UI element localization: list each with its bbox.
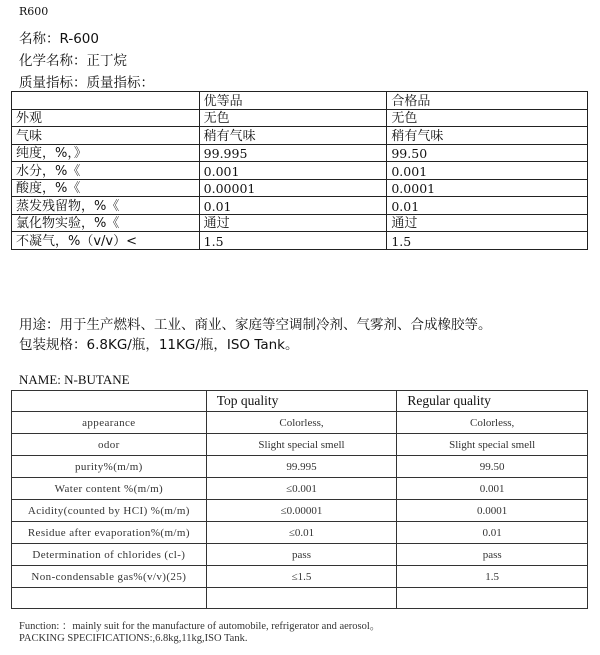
qualified-grade-cell: 通过 (387, 214, 588, 232)
row-label-cell: 酸度，%《 (12, 179, 200, 197)
top-grade-cell: 0.00001 (199, 179, 387, 197)
packing-line-cn: 包装规格：6.8KG/瓶，11KG/瓶，ISO Tank。 (19, 337, 299, 353)
regular-quality-cell: Slight special smell (397, 434, 588, 456)
top-grade-cell: 稍有气味 (199, 127, 387, 145)
top-grade-cell: 通过 (199, 214, 387, 232)
table-row (12, 232, 588, 250)
packing-line-en: PACKING SPECIFICATIONS:,6.8kg,11kg,ISO Tank. (19, 633, 248, 644)
top-grade-cell: 99.995 (199, 144, 387, 162)
header-cell-top-grade: 优等品 (199, 92, 387, 110)
name-line-en: NAME: N-BUTANE (19, 372, 130, 387)
table-row (12, 162, 588, 180)
row-label-cell: 不凝气，%（v/v）< (12, 232, 200, 250)
empty-cell (397, 588, 588, 609)
table-row (12, 500, 588, 522)
qualified-grade-cell: 1.5 (387, 232, 588, 250)
table-header-row (12, 391, 588, 412)
row-label-cell: odor (12, 434, 207, 456)
regular-quality-cell: Colorless, (397, 412, 588, 434)
table-row (12, 566, 588, 588)
row-label-cell: 外观 (12, 109, 200, 127)
row-label-cell: 纯度，%，》 (12, 144, 200, 162)
qualified-grade-cell: 无色 (387, 109, 588, 127)
top-quality-cell: ≤0.01 (206, 522, 397, 544)
row-label-cell: 气味 (12, 127, 200, 145)
top-quality-cell: pass (206, 544, 397, 566)
qualified-grade-cell: 0.01 (387, 197, 588, 215)
name-line-cn: 名称：R-600 (19, 31, 99, 47)
top-grade-cell: 0.01 (199, 197, 387, 215)
qualified-grade-cell: 稍有气味 (387, 127, 588, 145)
top-quality-cell: 99.995 (206, 456, 397, 478)
regular-quality-cell: 0.01 (397, 522, 588, 544)
table-row (12, 478, 588, 500)
table-row (12, 522, 588, 544)
top-grade-cell: 1.5 (199, 232, 387, 250)
top-quality-cell: ≤0.00001 (206, 500, 397, 522)
qualified-grade-cell: 99.50 (387, 144, 588, 162)
chemical-name-line-cn: 化学名称：正丁烷 (19, 53, 127, 69)
product-code: R600 (19, 5, 49, 18)
top-quality-cell: ≤0.001 (206, 478, 397, 500)
top-grade-cell: 0.001 (199, 162, 387, 180)
regular-quality-cell: 99.50 (397, 456, 588, 478)
row-label-cell: appearance (12, 412, 207, 434)
row-label-cell: 水分，%《 (12, 162, 200, 180)
spec-table-en (11, 390, 588, 609)
row-label-cell: purity%(m/m) (12, 456, 207, 478)
empty-cell (12, 588, 207, 609)
table-header-row (12, 92, 588, 110)
regular-quality-cell: pass (397, 544, 588, 566)
table-row (12, 127, 588, 145)
regular-quality-cell: 0.001 (397, 478, 588, 500)
usage-line-cn: 用途：用于生产燃料、工业、商业、家庭等空调制冷剂、气雾剂、合成橡胶等。 (19, 317, 492, 333)
spec-table-cn (11, 91, 588, 250)
empty-cell (206, 588, 397, 609)
table-row (12, 214, 588, 232)
header-cell (12, 391, 207, 412)
table-row (12, 456, 588, 478)
top-quality-cell: Slight special smell (206, 434, 397, 456)
row-label-cell: Acidity(counted by HCI) %(m/m) (12, 500, 207, 522)
header-cell-regular-quality: Regular quality (397, 391, 588, 412)
function-line-en: Function: ：mainly suit for the manufacture of automobile, refrigerator and aerosol。 (19, 621, 381, 632)
table-row (12, 109, 588, 127)
table-row (12, 179, 588, 197)
header-cell (12, 92, 200, 110)
top-quality-cell: Colorless, (206, 412, 397, 434)
table-row (12, 544, 588, 566)
row-label-cell: Residue after evaporation%(m/m) (12, 522, 207, 544)
qualified-grade-cell: 0.0001 (387, 179, 588, 197)
row-label-cell: 氯化物实验，%《 (12, 214, 200, 232)
header-cell-qualified-grade: 合格品 (387, 92, 588, 110)
top-quality-cell: ≤1.5 (206, 566, 397, 588)
regular-quality-cell: 0.0001 (397, 500, 588, 522)
row-label-cell: Water content %(m/m) (12, 478, 207, 500)
row-label-cell: Determination of chlorides (cl-) (12, 544, 207, 566)
header-cell-top-quality: Top quality (206, 391, 397, 412)
top-grade-cell: 无色 (199, 109, 387, 127)
table-row (12, 144, 588, 162)
table-row (12, 197, 588, 215)
row-label-cell: 蒸发残留物，%《 (12, 197, 200, 215)
qualified-grade-cell: 0.001 (387, 162, 588, 180)
quality-index-line-cn: 质量指标：质量指标： (19, 75, 154, 91)
table-row (12, 434, 588, 456)
table-row (12, 412, 588, 434)
row-label-cell: Non-condensable gas%(v/v)(25) (12, 566, 207, 588)
regular-quality-cell: 1.5 (397, 566, 588, 588)
table-row-empty (12, 588, 588, 609)
